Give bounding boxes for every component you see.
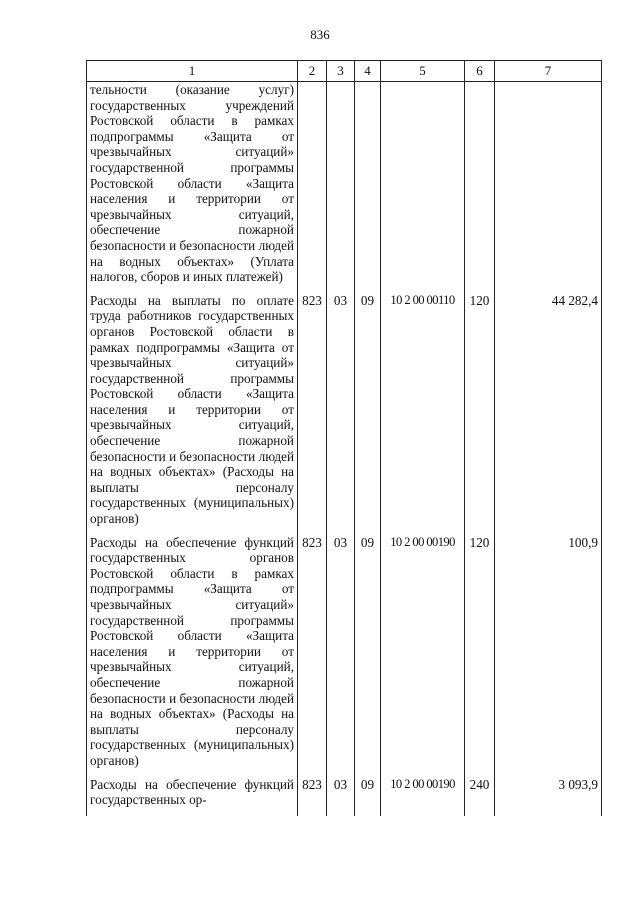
- row-target-article: [381, 82, 465, 293]
- header-col-5: 5: [381, 61, 465, 82]
- page-number: 836: [310, 27, 330, 42]
- row-ministry: [298, 82, 327, 293]
- row-amount: 100,9: [495, 535, 602, 777]
- table-row: [87, 777, 602, 816]
- row-amount: 3 093,9: [495, 777, 602, 816]
- row-section: [327, 82, 355, 293]
- row-expense-type: [465, 82, 495, 293]
- row-target-article: 10 2 00 00190: [381, 777, 465, 816]
- row-section: 03: [327, 777, 355, 816]
- table-body: [87, 82, 602, 816]
- row-subsection: 09: [355, 293, 381, 535]
- row-target-article: 10 2 00 00110: [381, 293, 465, 535]
- row-section: 03: [327, 293, 355, 535]
- row-description: Расходы на выплаты по оплате труда работников государственных органов Ростовской области в рамках подпрограммы «Защита от чрезвычайных ситуаций» государственной программы Ростовской области «Защита населения и территории от чрезвычайных ситуаций, обеспечение пожарной безопасности и безопасности людей на водных объектах» (Расходы на выплаты персоналу государственных (муниципальных) органов): [87, 293, 298, 535]
- row-subsection: 09: [355, 777, 381, 816]
- row-subsection: [355, 82, 381, 293]
- row-section: 03: [327, 535, 355, 777]
- table-header: [87, 61, 602, 82]
- row-target-article: 10 2 00 00190: [381, 535, 465, 777]
- row-expense-type: 120: [465, 293, 495, 535]
- row-subsection: 09: [355, 535, 381, 777]
- table-row: [87, 82, 602, 293]
- row-amount: 44 282,4: [495, 293, 602, 535]
- header-col-2: 2: [298, 61, 327, 82]
- row-amount: [495, 82, 602, 293]
- header-col-1: 1: [87, 61, 298, 82]
- row-expense-type: 240: [465, 777, 495, 816]
- budget-table: [86, 60, 602, 816]
- row-ministry: 823: [298, 777, 327, 816]
- header-col-7: 7: [495, 61, 602, 82]
- row-description: Расходы на обеспечение функций государственных ор-: [87, 777, 298, 816]
- row-ministry: 823: [298, 293, 327, 535]
- row-description: Расходы на обеспечение функций государственных органов Ростовской области в рамках подпрограммы «Защита от чрезвычайных ситуаций» государственной программы Ростовской области «Защита населения и территории от чрезвычайных ситуаций, обеспечение пожарной безопасности и безопасности людей на водных объектах» (Расходы на выплаты персоналу государственных (муниципальных) органов): [87, 535, 298, 777]
- table-row: [87, 535, 602, 777]
- row-description: тельности (оказание услуг) государственных учреждений Ростовской области в рамках подпрограммы «Защита от чрезвычайных ситуаций» государственной программы Ростовской области «Защита населения и территории от чрезвычайных ситуаций, обеспечение пожарной безопасности и безопасности людей на водных объектах» (Уплата налогов, сборов и иных платежей): [87, 82, 298, 293]
- header-row: [87, 61, 602, 82]
- row-expense-type: 120: [465, 535, 495, 777]
- row-ministry: 823: [298, 535, 327, 777]
- table-row: [87, 293, 602, 535]
- header-col-6: 6: [465, 61, 495, 82]
- header-col-3: 3: [327, 61, 355, 82]
- header-col-4: 4: [355, 61, 381, 82]
